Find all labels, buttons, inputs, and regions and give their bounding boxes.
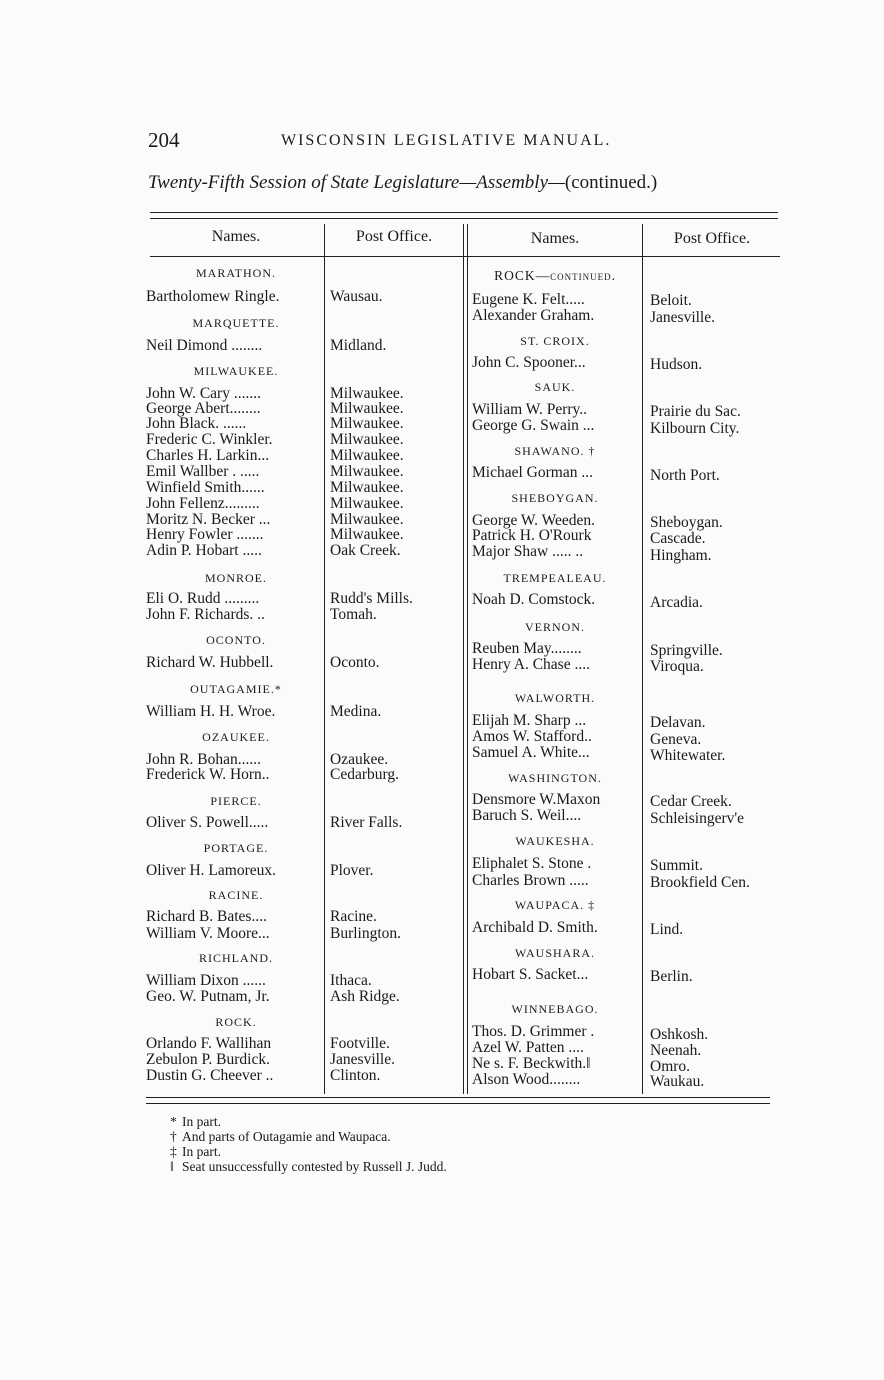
post-office: Hudson.	[650, 356, 703, 373]
county-heading: RACINE.	[208, 888, 264, 902]
member-name: Bartholomew Ringle.	[146, 288, 280, 305]
post-office: Milwaukee.	[330, 385, 404, 402]
member-name: George G. Swain ...	[472, 417, 595, 434]
post-office: Cedarburg.	[330, 766, 400, 783]
post-office: Waukau.	[650, 1073, 705, 1090]
post-office: Viroqua.	[650, 658, 704, 675]
post-office: Oak Creek.	[330, 542, 401, 559]
member-name: Oliver S. Powell.....	[146, 814, 269, 831]
member-name: Ne s. F. Beckwith.‖	[472, 1055, 591, 1072]
member-name: Michael Gorman ...	[472, 464, 593, 481]
post-office: Kilbourn City.	[650, 420, 740, 437]
header-bottom-rule	[150, 256, 780, 257]
post-office: Hingham.	[650, 547, 712, 564]
post-office: Omro.	[650, 1058, 691, 1075]
post-office: Burlington.	[330, 925, 402, 942]
county-heading: MARATHON.	[195, 266, 276, 280]
footnote	[170, 1159, 447, 1174]
post-office: Wausau.	[330, 288, 383, 305]
post-office: Footville.	[330, 1035, 390, 1052]
county-heading: OCONTO.	[206, 633, 266, 647]
post-office: Tomah.	[330, 606, 377, 623]
post-office: Delavan.	[650, 714, 706, 731]
member-name: Adin P. Hobart .....	[146, 542, 262, 559]
post-office: Milwaukee.	[330, 431, 404, 448]
post-office: Midland.	[330, 337, 387, 354]
post-office: Whitewater.	[650, 747, 726, 764]
footnotes	[170, 1114, 447, 1174]
page-number: 204	[148, 128, 180, 152]
member-name: Emil Wallber . .....	[146, 463, 260, 480]
county-heading: WALWORTH.	[514, 691, 596, 705]
member-name: Dustin G. Cheever ..	[146, 1067, 274, 1084]
county-heading: ROCK.	[215, 1015, 257, 1029]
county-heading: PIERCE.	[210, 794, 262, 808]
county-heading: TREMPEALEAU.	[503, 571, 607, 585]
header-names-right: Names.	[530, 230, 580, 247]
post-office: Oconto.	[330, 654, 380, 671]
page-header	[148, 128, 668, 158]
member-name: Alexander Graham.	[472, 307, 595, 324]
post-office: Oshkosh.	[650, 1026, 709, 1043]
member-name: Orlando F. Wallihan	[146, 1035, 272, 1052]
post-office: Cedar Creek.	[650, 793, 732, 810]
member-name: Zebulon P. Burdick.	[146, 1051, 270, 1068]
member-name: Richard B. Bates....	[146, 908, 267, 925]
running-title: WISCONSIN LEGISLATIVE MANUAL.	[281, 132, 612, 149]
footnote-mark: ‖	[170, 1159, 174, 1174]
member-name: George Abert........	[146, 400, 261, 417]
member-name: Eliphalet S. Stone .	[472, 855, 592, 872]
footnote	[170, 1114, 447, 1129]
footnote-text: Seat unsuccessfully contested by Russell J. Judd.	[182, 1159, 447, 1174]
member-name: Amos W. Stafford..	[472, 728, 592, 745]
member-name: John R. Bohan......	[146, 751, 261, 768]
county-heading: SHEBOYGAN.	[511, 491, 599, 505]
member-name: Frederick W. Horn..	[146, 766, 270, 783]
member-name: Reuben May........	[472, 640, 582, 657]
post-office: Ash Ridge.	[330, 988, 400, 1005]
subtitle-italic: Twenty-Fifth Session of State Legislature—Assembly—	[148, 172, 565, 193]
member-name: Patrick H. O'Rourk	[472, 527, 592, 544]
subtitle-roman: (continued.)	[564, 172, 658, 193]
table-bottom-rule	[146, 1097, 770, 1098]
member-name: William H. H. Wroe.	[146, 703, 276, 720]
member-name: John C. Spooner...	[472, 354, 586, 371]
footnote-mark: *	[170, 1114, 177, 1129]
column-divider-3	[642, 224, 643, 1094]
member-name: Henry A. Chase ....	[472, 656, 590, 673]
column-divider-1	[324, 224, 325, 1094]
member-name: Thos. D. Grimmer .	[472, 1023, 595, 1040]
member-name: Hobart S. Sacket...	[472, 966, 589, 983]
member-name: Winfield Smith......	[146, 479, 265, 496]
header-post-office-left: Post Office.	[355, 228, 433, 245]
post-office: Brookfield Cen.	[650, 874, 750, 891]
member-name: Neil Dimond ........	[146, 337, 263, 354]
header-post-office-right: Post Office.	[673, 230, 751, 247]
member-name: Samuel A. White...	[472, 744, 590, 761]
member-name: John W. Cary .......	[146, 385, 261, 402]
member-name: Major Shaw ..... ..	[472, 543, 584, 560]
post-office: Medina.	[330, 703, 382, 720]
county-heading: SAUK.	[534, 380, 576, 394]
table-top-rule	[150, 212, 778, 213]
member-name: Oliver H. Lamoreux.	[146, 862, 276, 879]
county-heading: WINNEBAGO.	[511, 1002, 599, 1016]
county-heading: MONROE.	[204, 571, 267, 585]
column-divider-2b	[467, 224, 468, 1094]
county-heading: ST. CROIX.	[520, 334, 590, 348]
post-office: Beloit.	[650, 292, 692, 309]
post-office: Cascade.	[650, 530, 706, 547]
post-office: Ozaukee.	[330, 751, 389, 768]
county-heading: WASHINGTON.	[508, 771, 602, 785]
post-office: Racine.	[330, 908, 377, 925]
footnote	[170, 1144, 447, 1159]
member-name: Eugene K. Felt.....	[472, 291, 585, 308]
post-office: Schleisingerv'e	[650, 810, 745, 827]
footnote-mark: ‡	[170, 1144, 177, 1159]
member-name: Archibald D. Smith.	[472, 919, 598, 936]
post-office: Clinton.	[330, 1067, 381, 1084]
county-heading: PORTAGE.	[203, 841, 269, 855]
member-name: Elijah M. Sharp ...	[472, 712, 587, 729]
post-office: Berlin.	[650, 968, 693, 985]
member-name: Henry Fowler .......	[146, 526, 264, 543]
member-name: Alson Wood........	[472, 1071, 581, 1088]
post-office: Milwaukee.	[330, 463, 404, 480]
post-office: Janesville.	[650, 309, 715, 326]
post-office: Milwaukee.	[330, 400, 404, 417]
member-name: Noah D. Comstock.	[472, 591, 596, 608]
footnote-text: In part.	[182, 1114, 221, 1129]
member-name: William V. Moore...	[146, 925, 270, 942]
post-office: Plover.	[330, 862, 374, 879]
post-office: Rudd's Mills.	[330, 590, 413, 607]
post-office: Neenah.	[650, 1042, 702, 1059]
member-name: William W. Perry..	[472, 401, 588, 418]
post-office: Milwaukee.	[330, 495, 404, 512]
county-heading: OUTAGAMIE.*	[190, 682, 282, 696]
post-office: Springville.	[650, 642, 723, 659]
member-name: Eli O. Rudd .........	[146, 590, 260, 607]
post-office: Milwaukee.	[330, 479, 404, 496]
table-top-rule-2	[150, 218, 778, 219]
county-heading: RICHLAND.	[199, 951, 273, 965]
footnote-mark: †	[170, 1129, 177, 1144]
header-names-left: Names.	[211, 228, 261, 245]
post-office: Lind.	[650, 921, 684, 938]
table-bottom-rule-2	[146, 1103, 770, 1104]
post-office: River Falls.	[330, 814, 403, 831]
member-name: George W. Weeden.	[472, 512, 596, 529]
column-divider-2a	[463, 224, 464, 1094]
county-heading: ROCK—continued.	[494, 268, 616, 283]
post-office: Sheboygan.	[650, 514, 723, 531]
post-office: Milwaukee.	[330, 511, 404, 528]
member-name: John Fellenz.........	[146, 495, 260, 512]
member-name: Baruch S. Weil....	[472, 807, 582, 824]
post-office: Summit.	[650, 857, 703, 874]
county-heading: MILWAUKEE.	[193, 364, 279, 378]
post-office: Milwaukee.	[330, 526, 404, 543]
table-subtitle	[148, 172, 657, 194]
member-name: Charles H. Larkin...	[146, 447, 270, 464]
county-heading: VERNON.	[525, 620, 585, 634]
member-name: William Dixon ......	[146, 972, 266, 989]
post-office: Janesville.	[330, 1051, 395, 1068]
member-name: John F. Richards. ..	[146, 606, 265, 623]
county-heading: SHAWANO. †	[514, 444, 596, 458]
county-heading: MARQUETTE.	[192, 316, 280, 330]
post-office: Ithaca.	[330, 972, 372, 989]
footnote-text: And parts of Outagamie and Waupaca.	[182, 1129, 391, 1144]
post-office: North Port.	[650, 467, 720, 484]
post-office: Arcadia.	[650, 594, 703, 611]
county-heading: WAUPACA. ‡	[514, 898, 596, 912]
post-office: Prairie du Sac.	[650, 403, 741, 420]
footnote	[170, 1129, 447, 1144]
post-office: Milwaukee.	[330, 447, 404, 464]
county-heading: WAUKESHA.	[515, 834, 595, 848]
member-name: Moritz N. Becker ...	[146, 511, 271, 528]
member-name: Azel W. Patten ....	[472, 1039, 584, 1056]
member-name: John Black. ......	[146, 415, 247, 432]
member-name: Frederic C. Winkler.	[146, 431, 273, 448]
post-office: Geneva.	[650, 731, 702, 748]
county-heading: WAUSHARA.	[514, 946, 595, 960]
post-office: Milwaukee.	[330, 415, 404, 432]
member-name: Densmore W.Maxon	[472, 791, 601, 808]
member-name: Geo. W. Putnam, Jr.	[146, 988, 270, 1005]
footnote-text: In part.	[182, 1144, 221, 1159]
county-heading: OZAUKEE.	[202, 730, 270, 744]
member-name: Richard W. Hubbell.	[146, 654, 274, 671]
member-name: Charles Brown .....	[472, 872, 589, 889]
